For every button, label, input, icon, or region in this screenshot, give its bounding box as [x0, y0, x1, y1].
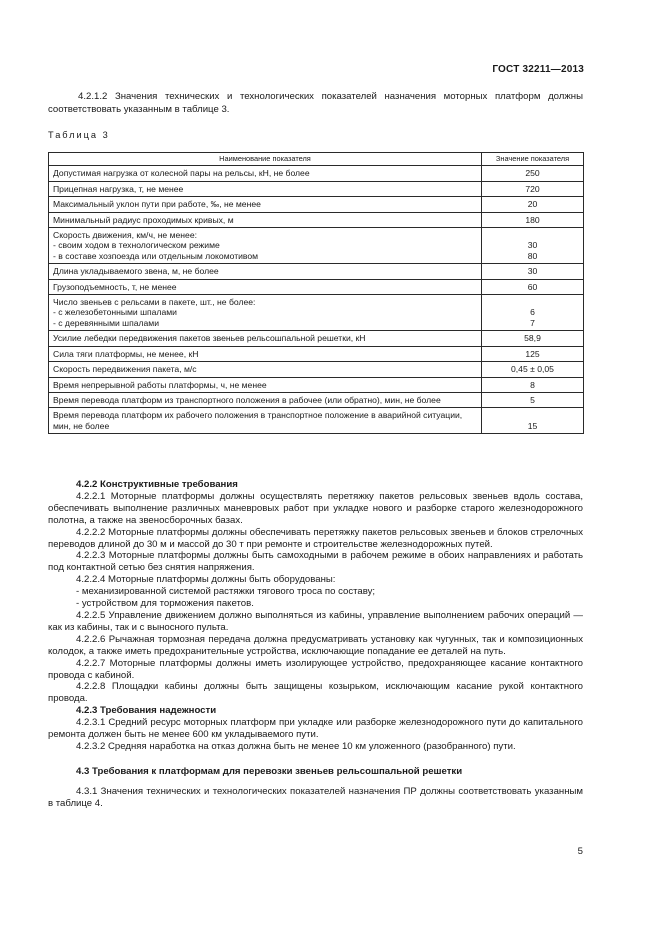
parameter-value-line: 20	[527, 199, 538, 210]
parameter-value-line: 58,9	[524, 333, 541, 344]
row-parameter-value	[482, 264, 584, 279]
page-number: 5	[577, 846, 583, 857]
row-parameter-value	[482, 228, 584, 264]
row-parameter-value	[482, 181, 584, 196]
row-parameter-value	[482, 212, 584, 227]
parameter-name-line: Минимальный радиус проходимых кривых, м	[53, 214, 234, 225]
row-parameter-value	[482, 362, 584, 377]
row-parameter-name	[49, 197, 482, 212]
paragraph-4-2-2-8: 4.2.2.8 Площадки кабины должны быть защищены козырьком, исключающим касание рукой контактного провода.	[48, 681, 583, 705]
row-parameter-name	[49, 362, 482, 377]
parameter-name-line: - с железобетонными шпалами	[53, 307, 177, 318]
table-row	[49, 264, 584, 279]
paragraph-4-2-2-3: 4.2.2.3 Моторные платформы должны быть самоходными в рабочем режиме в обоих направлениях и работать под контактной сетью без снятия напряжения.	[48, 550, 583, 574]
paragraph-4-2-2-5: 4.2.2.5 Управление движением должно выполняться из кабины, управление выполнением рабочих операций — как из кабины, так и с выносного пульта.	[48, 609, 583, 633]
row-parameter-name	[49, 228, 482, 264]
parameter-value-line: 180	[525, 214, 540, 225]
table-row	[49, 212, 584, 227]
parameter-name-line: - своим ходом в технологическом режиме	[53, 240, 220, 251]
parameter-value-line: 6	[530, 307, 535, 318]
parameter-name-line: Время перевода платформ из транспортного положения в рабочее (или обратно), мин, не более	[53, 394, 441, 405]
row-parameter-value	[482, 377, 584, 392]
parameter-value-line: 60	[527, 281, 538, 292]
parameter-value-line: 8	[530, 379, 535, 390]
parameter-name-line: Число звеньев с рельсами в пакете, шт., не более:	[53, 297, 256, 308]
row-parameter-name	[49, 295, 482, 331]
parameter-value-line: 720	[525, 183, 540, 194]
parameter-value-line: 125	[525, 348, 540, 359]
paragraph-4-2-3-1: 4.2.3.1 Средний ресурс моторных платформ при укладке или разборке железнодорожного пути до капитального ремонта должен быть не менее 600 км укладываемого пути.	[48, 717, 583, 741]
table-row	[49, 197, 584, 212]
standard-code: ГОСТ 32211—2013	[492, 64, 584, 75]
paragraph-4-2-3-2: 4.2.3.2 Средняя наработка на отказ должна быть не менее 10 км уложенного (разобранного) пути.	[76, 740, 516, 752]
parameter-value-line	[486, 230, 579, 240]
table-row	[49, 377, 584, 392]
table-caption: Таблица 3	[48, 130, 110, 140]
parameter-name-line: - в составе хозпоезда или отдельным локомотивом	[53, 250, 259, 261]
heading-4-2-2: 4.2.2 Конструктивные требования	[76, 479, 238, 490]
table-row	[49, 279, 584, 294]
paragraph-4-2-2-6: 4.2.2.6 Рычажная тормозная передача должна предусматривать установку как чугунных, так и композиционных колодок, а также иметь предохранительные устройства, исключающие попадание ее деталей на путь.	[48, 633, 583, 657]
row-parameter-value	[482, 392, 584, 407]
table-row	[49, 295, 584, 331]
table-row	[49, 362, 584, 377]
parameter-value-line: 80	[527, 250, 538, 261]
row-parameter-value	[482, 346, 584, 361]
parameter-value-line: 15	[527, 420, 538, 431]
list-item: - механизированной системой растяжки тягового троса по составу;	[76, 586, 376, 598]
row-parameter-name	[49, 279, 482, 294]
paragraph-4-2-2-1: 4.2.2.1 Моторные платформы должны осуществлять перетяжку пакетов рельсовых звеньев вдоль состава, обеспечивать выполнение различных маневровых работ при укладке нового и разборке старого железнодорожного полотна, а также на звеносборочных базах.	[48, 490, 583, 526]
parameter-name-line: Прицепная нагрузка, т, не менее	[53, 183, 184, 194]
row-parameter-name	[49, 377, 482, 392]
table-row	[49, 166, 584, 181]
row-parameter-name	[49, 166, 482, 181]
parameter-value-line	[486, 297, 579, 307]
column-header-name: Наименование показателя	[49, 153, 482, 166]
parameter-name-line: Скорость движения, км/ч, не менее:	[53, 230, 197, 241]
table-header-row	[49, 153, 584, 166]
table-row	[49, 346, 584, 361]
row-parameter-name	[49, 346, 482, 361]
table-row	[49, 408, 584, 434]
parameter-name-line: Длина укладываемого звена, м, не более	[53, 266, 219, 277]
row-parameter-value	[482, 295, 584, 331]
row-parameter-value	[482, 279, 584, 294]
row-parameter-value	[482, 331, 584, 346]
row-parameter-value	[482, 197, 584, 212]
row-parameter-name	[49, 392, 482, 407]
parameter-value-line: 30	[527, 266, 538, 277]
paragraph-4-2-2-7: 4.2.2.7 Моторные платформы должны иметь изолирующее устройство, предохраняющее касание контактного провода с кабиной.	[48, 657, 583, 681]
parameter-name-line: Время непрерывной работы платформы, ч, не менее	[53, 379, 267, 390]
column-header-value: Значение показателя	[482, 153, 584, 166]
intro-paragraph	[48, 91, 583, 116]
parameter-name-line: Сила тяги платформы, не менее, кН	[53, 348, 199, 359]
list-item: - устройством для торможения пакетов.	[76, 598, 254, 610]
parameter-name-line: - с деревянными шпалами	[53, 317, 160, 328]
parameter-name-line: Грузоподъемность, т, не менее	[53, 281, 177, 292]
row-parameter-value	[482, 166, 584, 181]
paragraph-4-3-1: 4.3.1 Значения технических и технологических показателей назначения ПР должны соответствовать указанным в таблице 4.	[48, 785, 583, 809]
row-parameter-name	[49, 264, 482, 279]
parameter-value-line: 5	[530, 394, 535, 405]
row-parameter-name	[49, 408, 482, 434]
row-parameter-name	[49, 181, 482, 196]
parameter-name-line: Скорость передвижения пакета, м/с	[53, 364, 197, 375]
parameter-name-line: Усилие лебедки передвижения пакетов звеньев рельсошпальной решетки, кН	[53, 333, 366, 344]
parameter-name-line: Допустимая нагрузка от колесной пары на рельсы, кН, не более	[53, 168, 310, 179]
parameter-value-line: 7	[530, 317, 535, 328]
table-row	[49, 392, 584, 407]
paragraph-4-2-1-2: 4.2.1.2 Значения технических и технологических показателей назначения моторных платформ должны соответствовать указанным в таблице 3.	[48, 91, 583, 115]
row-parameter-value	[482, 408, 584, 434]
paragraph-4-2-2-2: 4.2.2.2 Моторные платформы должны обеспечивать перетяжку пакетов рельсовых звеньев и блоков стрелочных переводов длиной до 30 м и массой до 30 т при ремонте и строительстве железнодорожных путей.	[48, 526, 583, 550]
row-parameter-name	[49, 212, 482, 227]
table-row	[49, 228, 584, 264]
paragraph-4-2-2-4: 4.2.2.4 Моторные платформы должны быть оборудованы:	[76, 574, 336, 586]
heading-4-3: 4.3 Требования к платформам для перевозки звеньев рельсошпальной решетки	[76, 765, 463, 777]
document-body	[48, 479, 583, 810]
parameters-table	[48, 152, 584, 434]
table-row	[49, 181, 584, 196]
heading-4-2-3: 4.2.3 Требования надежности	[76, 705, 217, 717]
parameter-value-line: 30	[527, 240, 538, 251]
row-parameter-name	[49, 331, 482, 346]
table-body	[49, 166, 584, 434]
parameter-value-line: 0,45 ± 0,05	[511, 364, 554, 375]
parameter-value-line: 250	[525, 168, 540, 179]
parameter-name-line: Максимальный уклон пути при работе, ‰, не менее	[53, 199, 261, 210]
parameter-name-line: Время перевода платформ их рабочего положения в транспортное положение в аварийной ситуации, мин, не более	[53, 410, 463, 431]
table-row	[49, 331, 584, 346]
